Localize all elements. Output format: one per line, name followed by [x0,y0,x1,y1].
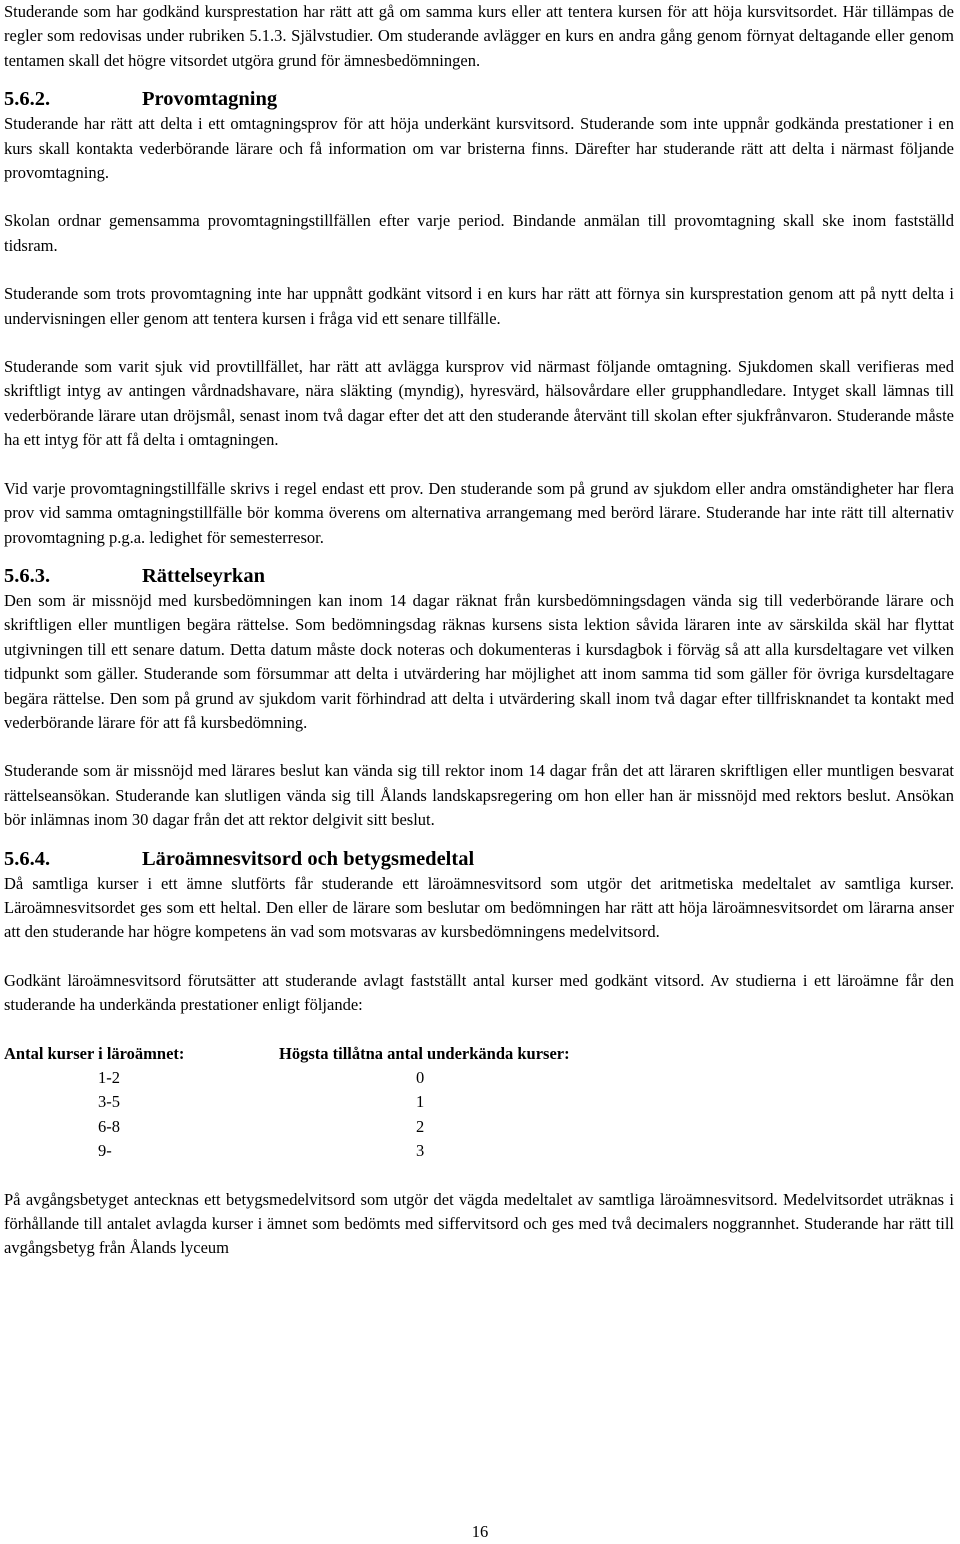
cell-failed: 0 [416,1068,425,1087]
table-row [4,1139,570,1163]
paragraph: Vid varje provomtagningstillfälle skrivs i regel endast ett prov. Den studerande som på grund av sjukdom eller andra omständigheter har flera prov vid samma omtagningstillfälle bör komma överens om alternativa arrangemang med berörd lärare. Studerande har inte rätt till alternativ provomtagning p.g.a. ledighet för semesterresor. [4,478,954,547]
cell-failed: 2 [416,1116,425,1136]
document-page [4,0,954,1261]
paragraph: Godkänt läroämnesvitsord förutsätter att studerande avlagt fastställt antal kurser med godkänt vitsord. Av studierna i ett läroämne får den studerande ha underkända prestationer enligt följande: [4,970,954,1015]
paragraph: Den som är missnöjd med kursbedömningen kan inom 14 dagar räknat från kursbedömningsdagen vända sig till vederbörande lärare och skriftligen eller muntligen begära rättelse. Som bedömningsdag räknas kursens sista lektion såvida läraren inte av särskilda skäl har flyttat utgivningen till ett senare datum. Detta datum måste dock noteras och dokumenteras i kursdagbok i förväg så att alla kursdeltagare vet vilken tidpunkt som gäller. Studerande som försummar att delta i utvärdering har möjlighet att inom samma tid som gäller för övriga kursdeltagare begära rättelse. Den som på grund av sjukdom varit förhindrad att delta i utvärdering skall inom två dagar efter tillfrisknandet ta kontakt med vederbörande lärare för att få kursbedömning. [4,590,954,732]
section-title: Provomtagning [142,88,278,111]
section-heading-5-6-2 [4,86,954,112]
column-header-courses: Antal kurser i läroämnet: [4,1043,185,1063]
page-number: 16 [471,1522,489,1541]
cell-courses: 6-8 [98,1116,120,1136]
column-header-failed: Högsta tillåtna antal underkända kurser: [279,1043,570,1063]
paragraph: Studerande som trots provomtagning inte har uppnått godkänt vitsord i en kurs har rätt att förnya sin kursprestation genom att på nytt delta i undervisningen eller genom att tentera kursen i fråga vid ett senare tillfälle. [4,284,954,328]
paragraph: Studerande som varit sjuk vid provtillfället, har rätt att avlägga kursprov vid närmast följande omtagning. Sjukdomen skall verifieras med skriftligt intyg av antingen vårdnadshavare, nära släkting (myndig), hyresvärd, hälsovårdare eller grupphandledare. Intyget skall lämnas till vederbörande lärare utan dröjsmål, senast inom två dagar efter det att den studerande återvänt till skolan efter sjukfrånvaron. Studerande måste ha ett intyg för att få delta i omtagningen. [4,357,954,450]
section-heading-5-6-3 [4,563,954,589]
section-title: Läroämnesvitsord och betygsmedeltal [142,847,475,870]
table-row [4,1066,570,1090]
cell-courses: 9- [98,1141,112,1161]
failed-courses-table [4,1042,570,1164]
section-number: 5.6.3. [4,564,51,587]
paragraph: På avgångsbetyget antecknas ett betygsmedelvitsord som utgör det vägda medeltalet av samtliga läroämnesvitsord. Medelvitsordet uträknas i förhållande till antalet avlagda kurser i ämnet som bedömts med siffervitsord och ges med två decimalers noggrannhet. Studerande har rätt till avgångsbetyg från Ålands lyceum [4,1189,954,1258]
paragraph: Studerande som är missnöjd med lärares beslut kan vända sig till rektor inom 14 dagar från det att läraren skriftligen eller muntligen besvarat rättelseansökan. Studerande kan slutligen vända sig till Ålands landskapsregering om hon eller han är missnöjd med rektors beslut. Ansökan bör inlämnas inom 30 dagar från det att rektor delgivit sitt beslut. [4,761,954,830]
section-heading-5-6-4 [4,846,954,872]
section-title: Rättelseyrkan [142,564,265,587]
paragraph: Skolan ordnar gemensamma provomtagningstillfällen efter varje period. Bindande anmälan till provomtagning skall ske inom fastställd tidsram. [4,211,954,255]
section-number: 5.6.2. [4,88,51,111]
paragraph: Studerande har rätt att delta i ett omtagningsprov för att höja underkänt kursvitsord. Studerande som inte uppnår godkända prestationer i en kurs skall kontakta vederbörande lärare och få information om var bristerna finns. Därefter har studerande rätt att delta i närmast följande provomtagning. [4,114,954,183]
table-row [4,1115,570,1139]
cell-failed: 1 [416,1092,425,1112]
table-header-row [4,1042,570,1066]
cell-courses: 3-5 [98,1092,120,1112]
cell-courses: 1-2 [98,1068,120,1087]
paragraph: Då samtliga kurser i ett ämne slutförts får studerande ett läroämnesvitsord som utgör det aritmetiska medeltalet av samtliga kurser. Läroämnesvitsordet ges som ett heltal. Den eller de lärare som beslutar om bedömningen har rätt att höja läroämnesvitsordet om lärarna anser att den studerande har högre kompetens än vad som motsvaras av kursbedömningens medelvitsord. [4,873,954,942]
intro-paragraph: Studerande som har godkänd kursprestation har rätt att gå om samma kurs eller att tentera kursen för att höja kursvitsordet. Här tillämpas de regler som redovisas under rubriken 5.1.3. Självstudier. Om studerande avlägger en kurs en andra gång genom förnyat deltagande eller genom tentamen skall det högre vitsordet utgöra grund för ämnesbedömningen. [4,2,954,70]
cell-failed: 3 [416,1141,425,1161]
table-row [4,1090,570,1114]
section-number: 5.6.4. [4,847,51,870]
